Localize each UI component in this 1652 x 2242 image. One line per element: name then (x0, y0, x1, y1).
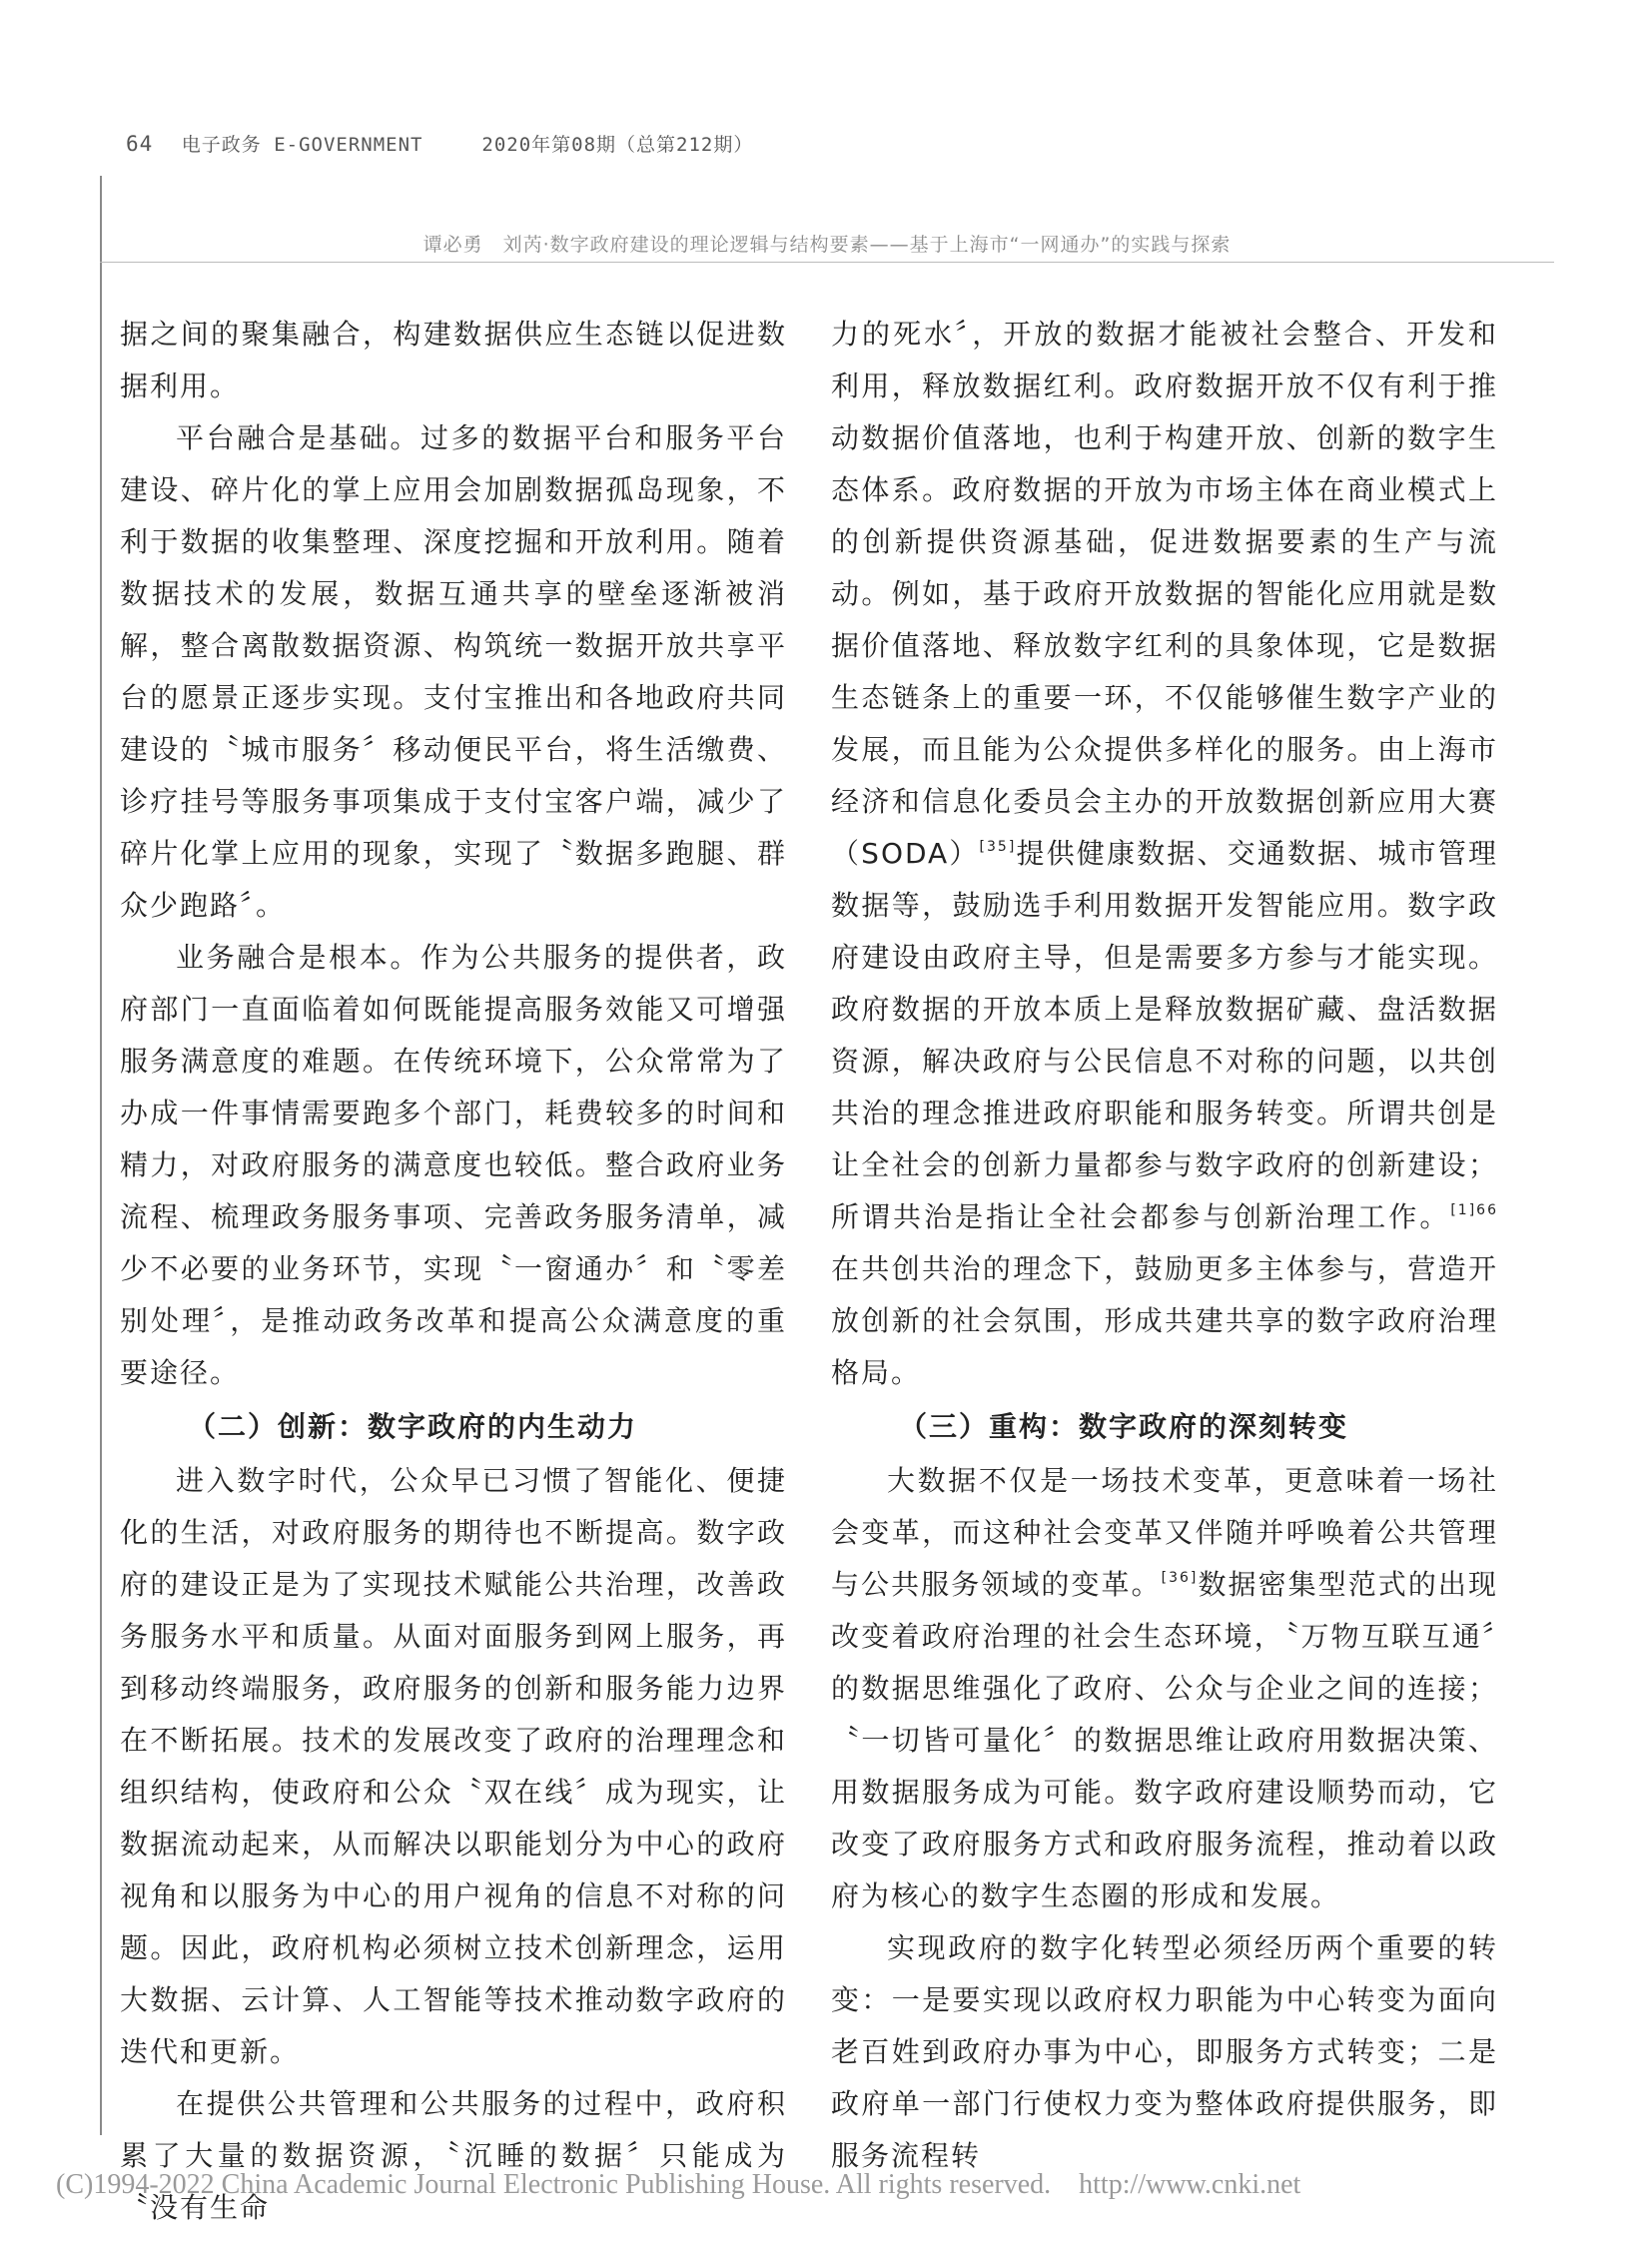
header-rule (100, 262, 1554, 263)
text-segment: 大数据不仅是一场技术变革，更意味着一场社会变革，而这种社会变革又伴随并呼唤着公共管理与公共服务领域的变革。 (831, 1464, 1498, 1601)
paragraph-business-fusion: 业务融合是根本。作为公共服务的提供者，政府部门一直面临着如何既能提高服务效能又可增强服务满意度的难题。在传统环境下，公众常常为了办成一件事情需要跑多个部门，耗费较多的时间和精力，对政府服务的满意度也较低。整合政府业务流程、梳理政务服务事项、完善政务服务清单，减少不必要的业务环节，实现〝一窗通办〞和〝零差别处理〞，是推动政务改革和提高公众满意度的重要途径。 (120, 941, 787, 1389)
text-segment: 提供健康数据、交通数据、城市管理数据等，鼓励选手利用数据开发智能应用。数字政府建设由政府主导，但是需要多方参与才能实现。政府数据的开放本质上是释放数据矿藏、盘活数据资源，解决政府与公民信息不对称的问题，以共创共治的理念推进政府职能和服务转变。所谓共创是让全社会的创新力量都参与数字政府的创新建设；所谓共治是指让全社会都参与创新治理工作。 (831, 837, 1498, 1233)
running-head (126, 130, 753, 157)
text-segment: 数据密集型范式的出现改变着政府治理的社会生态环境，〝万物互联互通〞的数据思维强化了政府、公众与企业之间的连接；〝一切皆可量化〞的数据思维让政府用数据决策、用数据服务成为可能。数字政府建设顺势而动，它改变了政府服务方式和政府服务流程，推动着以政府为核心的数字生态圈的形成和发展。 (831, 1568, 1498, 1912)
paragraph-continued: 据之间的聚集融合，构建数据供应生态链以促进数据利用。 (120, 318, 787, 402)
citation-ref: [1]66 (1450, 1202, 1498, 1218)
paragraph-open-data (831, 309, 1498, 1399)
citation-ref: [36] (1161, 1570, 1199, 1586)
footer-url: http://www.cnki.net (1079, 2169, 1301, 2200)
paragraph-big-data (831, 1455, 1498, 1922)
copyright-text: (C)1994-2022 China Academic Journal Electronic Publishing House. All rights reserved. (56, 2169, 1052, 2200)
section-heading-innovation: （二）创新：数字政府的内生动力 (188, 1410, 638, 1443)
paragraph-transformation: 实现政府的数字化转型必须经历两个重要的转变：一是要实现以政府权力职能为中心转变为面向老百姓到政府办事为中心，即服务方式转变；二是政府单一部门行使权力变为整体政府提供服务，即服务流程转 (831, 1931, 1498, 2172)
paragraph-data-resources: 在提供公共管理和公共服务的过程中，政府积累了大量的数据资源，〝沉睡的数据〞只能成为〝没有生命 (120, 2087, 787, 2224)
text-segment: 力的死水〞，开放的数据才能被社会整合、开发和利用，释放数据红利。政府数据开放不仅有利于推动数据价值落地，也利于构建开放、创新的数字生态体系。政府数据的开放为市场主体在商业模式上的创新提供资源基础，促进数据要素的生产与流动。例如，基于政府开放数据的智能化应用就是数据价值落地、释放数字红利的具象体现，它是数据生态链条上的重要一环，不仅能够催生数字产业的发展，而且能为公众提供多样化的服务。由上海市经济和信息化委员会主办的开放数据创新应用大赛（SODA） (831, 318, 1498, 870)
journal-name: 电子政务 E-GOVERNMENT (181, 134, 423, 156)
right-column (831, 309, 1498, 2182)
page-number: 64 (126, 132, 154, 156)
copyright-footer (56, 2169, 1300, 2201)
issue-info: 2020年第08期（总第212期） (481, 134, 754, 156)
left-column (120, 309, 787, 2234)
article-running-title: 谭必勇 刘芮·数字政府建设的理论逻辑与结构要素——基于上海市“一网通办”的实践与探索 (422, 234, 1232, 256)
paragraph-platform-fusion: 平台融合是基础。过多的数据平台和服务平台建设、碎片化的掌上应用会加剧数据孤岛现象，不利于数据的收集整理、深度挖掘和开放利用。随着数据技术的发展，数据互通共享的壁垒逐渐被消解，整合离散数据资源、构筑统一数据开放共享平台的愿景正逐步实现。支付宝推出和各地政府共同建设的〝城市服务〞移动便民平台，将生活缴费、诊疗挂号等服务事项集成于支付宝客户端，减少了碎片化掌上应用的现象，实现了〝数据多跑腿、群众少跑路〞。 (120, 421, 787, 922)
section-heading-restructure: （三）重构：数字政府的深刻转变 (899, 1410, 1349, 1443)
text-segment: 在共创共治的理念下，鼓励更多主体参与，营造开放创新的社会氛围，形成共建共享的数字政府治理格局。 (831, 1252, 1498, 1389)
citation-ref: [35] (979, 839, 1017, 855)
paragraph-digital-era: 进入数字时代，公众早已习惯了智能化、便捷化的生活，对政府服务的期待也不断提高。数字政府的建设正是为了实现技术赋能公共治理，改善政务服务水平和质量。从面对面服务到网上服务，再到移动终端服务，政府服务的创新和服务能力边界在不断拓展。技术的发展改变了政府的治理理念和组织结构，使政府和公众〝双在线〞成为现实，让数据流动起来，从而解决以职能划分为中心的政府视角和以服务为中心的用户视角的信息不对称的问题。因此，政府机构必须树立技术创新理念，运用大数据、云计算、人工智能等技术推动数字政府的迭代和更新。 (120, 1464, 787, 2068)
left-margin-rule (100, 176, 102, 2135)
